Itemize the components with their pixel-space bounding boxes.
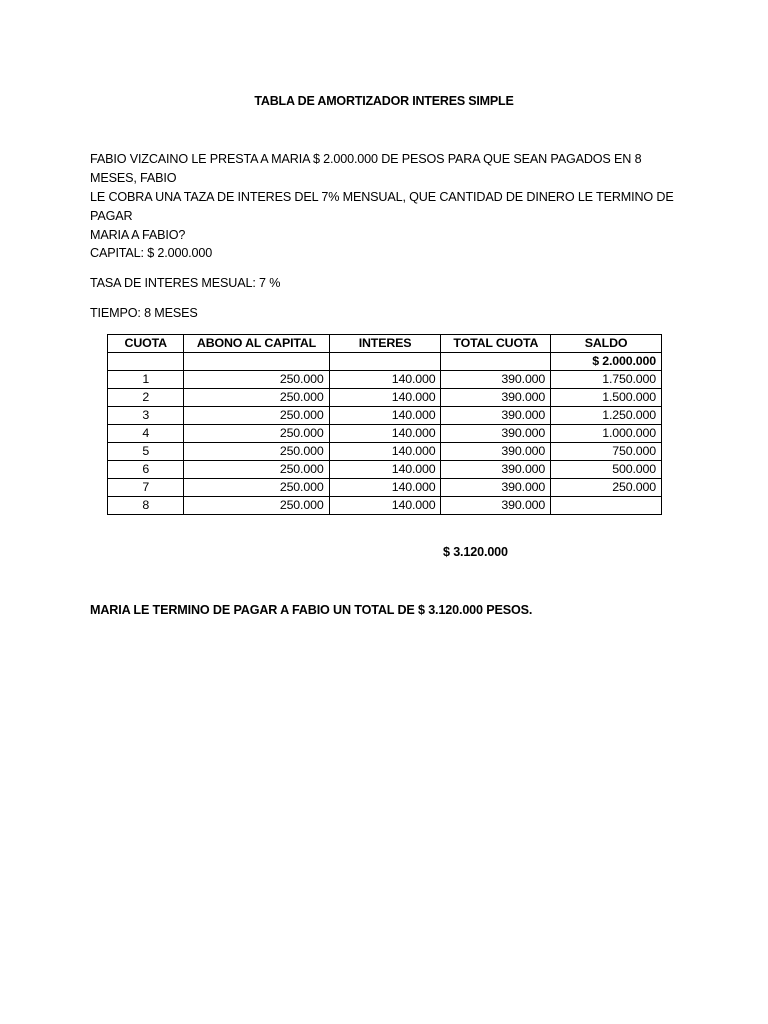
cell-total: 390.000 (441, 407, 551, 425)
cell-saldo: 250.000 (551, 479, 662, 497)
cell-abono: 250.000 (184, 443, 329, 461)
time-line: TIEMPO: 8 MESES (90, 306, 198, 320)
cell-saldo: 750.000 (551, 443, 662, 461)
cell-total: 390.000 (441, 461, 551, 479)
header-interes: INTERES (329, 335, 441, 353)
capital-line: CAPITAL: $ 2.000.000 (90, 246, 213, 260)
cell-interes: 140.000 (329, 425, 441, 443)
cell-saldo: 500.000 (551, 461, 662, 479)
cell-cuota: 8 (108, 497, 184, 515)
cell-total (441, 353, 551, 371)
cell-total: 390.000 (441, 479, 551, 497)
cell-total: 390.000 (441, 389, 551, 407)
cell-cuota: 3 (108, 407, 184, 425)
cell-total: 390.000 (441, 443, 551, 461)
cell-abono: 250.000 (184, 479, 329, 497)
table-header-row (108, 335, 662, 353)
problem-line: FABIO VIZCAINO LE PRESTA A MARIA $ 2.000.000 DE PESOS PARA QUE SEAN PAGADOS EN 8 MESES, FABIO (90, 152, 642, 185)
table-row (108, 497, 662, 515)
table-row (108, 479, 662, 497)
cell-abono: 250.000 (184, 407, 329, 425)
cell-interes: 140.000 (329, 497, 441, 515)
cell-abono: 250.000 (184, 371, 329, 389)
cell-cuota: 6 (108, 461, 184, 479)
header-abono-capital: ABONO AL CAPITAL (184, 335, 329, 353)
problem-line: MARIA A FABIO? (90, 228, 186, 242)
cell-interes: 140.000 (329, 371, 441, 389)
cell-saldo: 1.000.000 (551, 425, 662, 443)
header-saldo: SALDO (551, 335, 662, 353)
interest-rate-line: TASA DE INTERES MESUAL: 7 % (90, 276, 281, 290)
cell-abono: 250.000 (184, 389, 329, 407)
cell-cuota: 4 (108, 425, 184, 443)
table-row-initial (108, 353, 662, 371)
total-sum: $ 3.120.000 (443, 545, 508, 559)
cell-abono (184, 353, 329, 371)
cell-interes: 140.000 (329, 389, 441, 407)
cell-saldo-initial: $ 2.000.000 (551, 353, 662, 371)
cell-interes: 140.000 (329, 407, 441, 425)
cell-total: 390.000 (441, 425, 551, 443)
cell-saldo: 1.500.000 (551, 389, 662, 407)
cell-interes: 140.000 (329, 443, 441, 461)
table-row (108, 389, 662, 407)
cell-total: 390.000 (441, 497, 551, 515)
cell-cuota: 7 (108, 479, 184, 497)
amortization-table (107, 334, 662, 515)
cell-abono: 250.000 (184, 425, 329, 443)
table-row (108, 425, 662, 443)
cell-cuota (108, 353, 184, 371)
table-row (108, 407, 662, 425)
cell-saldo: 1.750.000 (551, 371, 662, 389)
cell-abono: 250.000 (184, 497, 329, 515)
header-cuota: CUOTA (108, 335, 184, 353)
table-row (108, 461, 662, 479)
cell-cuota: 5 (108, 443, 184, 461)
cell-saldo (551, 497, 662, 515)
cell-abono: 250.000 (184, 461, 329, 479)
problem-statement (90, 150, 690, 245)
cell-saldo: 1.250.000 (551, 407, 662, 425)
cell-interes (329, 353, 441, 371)
table-row (108, 371, 662, 389)
cell-cuota: 1 (108, 371, 184, 389)
table-row (108, 443, 662, 461)
cell-total: 390.000 (441, 371, 551, 389)
cell-interes: 140.000 (329, 479, 441, 497)
problem-line: LE COBRA UNA TAZA DE INTERES DEL 7% MENSUAL, QUE CANTIDAD DE DINERO LE TERMINO DE PAGAR (90, 190, 674, 223)
document-title: TABLA DE AMORTIZADOR INTERES SIMPLE (254, 94, 514, 108)
conclusion-statement: MARIA LE TERMINO DE PAGAR A FABIO UN TOTAL DE $ 3.120.000 PESOS. (90, 603, 533, 617)
header-total-cuota: TOTAL CUOTA (441, 335, 551, 353)
cell-cuota: 2 (108, 389, 184, 407)
cell-interes: 140.000 (329, 461, 441, 479)
